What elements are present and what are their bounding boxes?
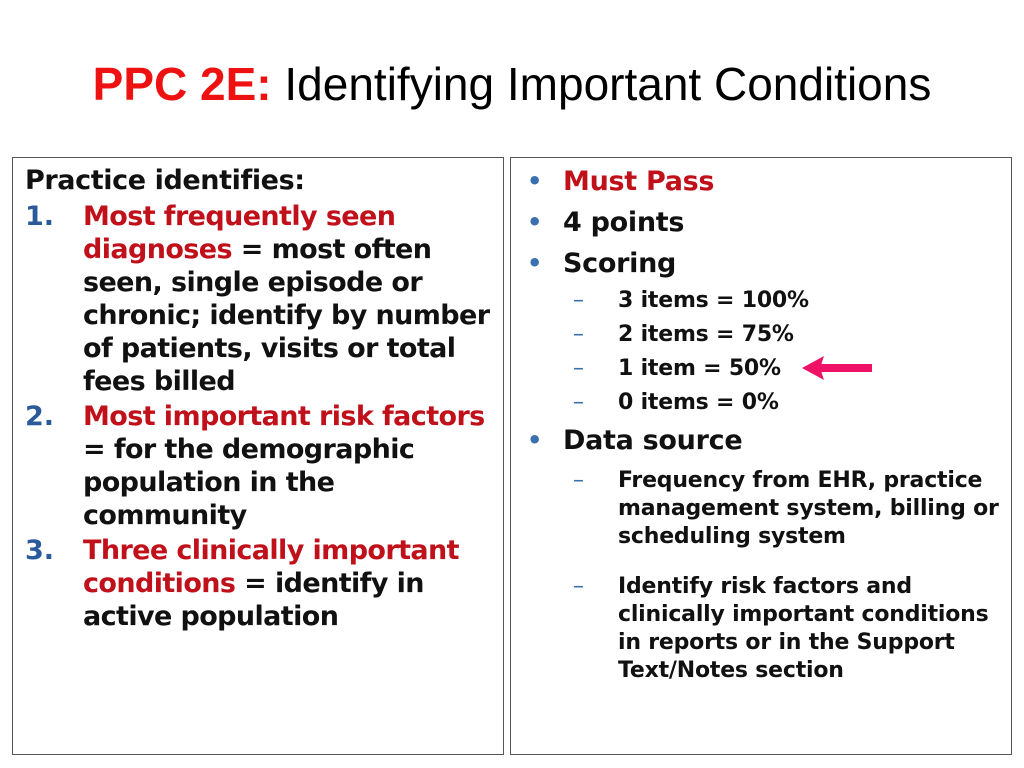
list-item [25,400,493,532]
scoring-item [525,352,1003,386]
scoring-text: 2 items = 75% [618,322,794,347]
item-number: 3. [25,535,55,566]
data-source-text: Frequency from EHR, practice management system, billing or scheduling system [618,468,999,549]
bullet-points [525,202,1003,243]
bullet-text: Data source [563,425,743,456]
bullet-text: Scoring [563,248,677,279]
data-source-item [525,573,1003,685]
scoring-text: 0 items = 0% [618,390,779,415]
item-text [83,400,493,532]
scoring-text: 3 items = 100% [618,288,809,313]
list-item [25,534,493,633]
item-text [83,534,493,633]
dash-icon: – [573,288,584,313]
bullet-text: 4 points [563,207,685,238]
list-item [25,200,493,398]
item-emphasis: Most important risk factors [83,401,485,432]
left-heading: Practice identifies: [25,165,305,196]
dash-icon: – [573,574,584,599]
left-panel [12,157,504,755]
bullet-icon: • [527,208,543,236]
scoring-item [525,318,1003,352]
bullet-scoring [525,243,1003,284]
bullet-must-pass [525,161,1003,202]
scoring-item [525,284,1003,318]
bullet-data-source [525,420,1003,461]
bullet-icon: • [527,426,543,454]
scoring-text: 1 item = 50% [618,356,781,381]
dash-icon: – [573,390,584,415]
item-number: 1. [25,201,55,232]
item-number: 2. [25,401,55,432]
dash-icon: – [573,322,584,347]
item-text [83,200,493,398]
item-description: = identify in active population [83,568,424,632]
data-source-text: Identify risk factors and clinically important conditions in reports or in the Support Text/Notes section [618,574,989,683]
left-arrow-icon [802,355,874,381]
scoring-item [525,386,1003,420]
bullet-icon: • [527,249,543,277]
data-source-item [525,467,1003,551]
title-prefix: PPC 2E: [92,58,272,110]
item-emphasis: Three clinically important conditions [83,535,459,599]
dash-icon: – [573,356,584,381]
item-description: = most often seen, single episode or chronic; identify by number of patients, visits or total fees billed [83,234,490,397]
item-description: = for the demographic population in the community [83,434,415,531]
item-emphasis: Most frequently seen diagnoses [83,201,396,265]
title-text: Identifying Important Conditions [271,58,932,110]
bullet-icon: • [527,167,543,195]
bullet-text: Must Pass [563,166,715,197]
right-panel [510,157,1012,755]
dash-icon: – [573,468,584,493]
page-title [0,54,1024,114]
